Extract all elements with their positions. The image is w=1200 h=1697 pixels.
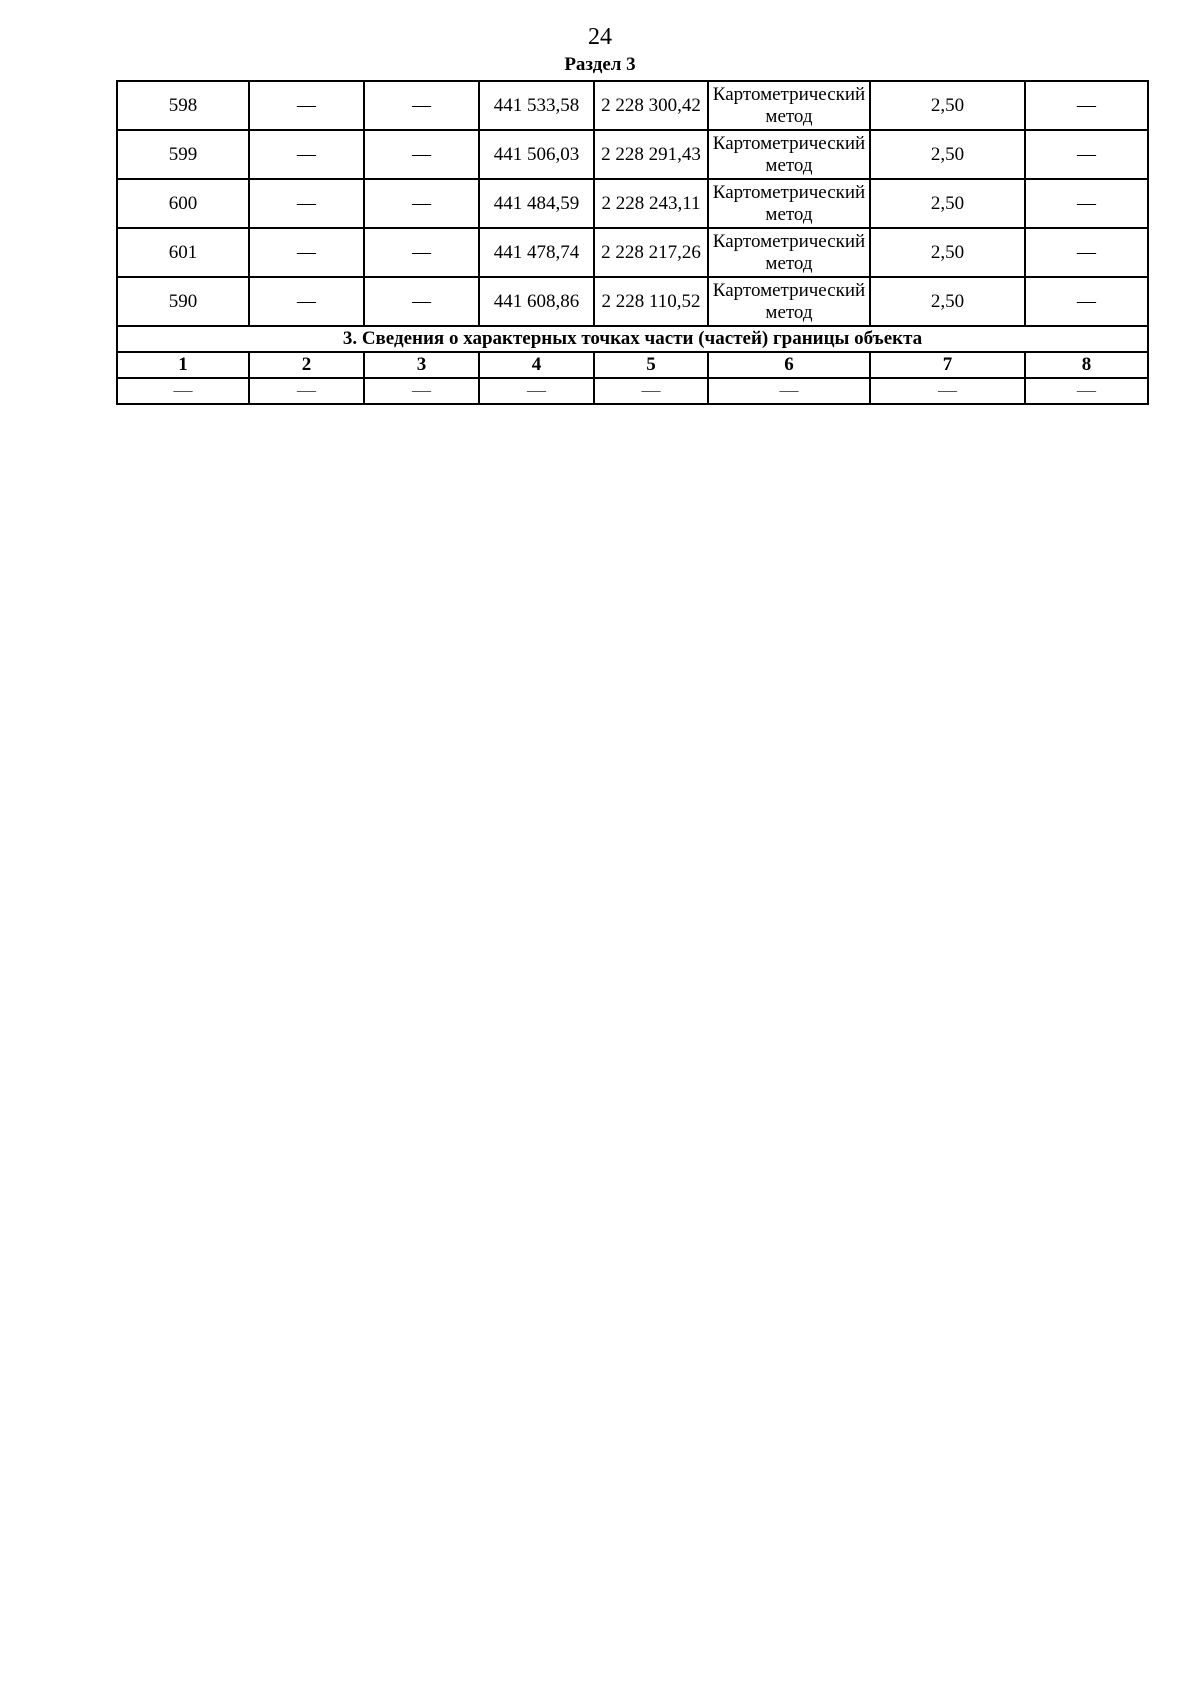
method-cell: Картометрический метод: [708, 130, 870, 179]
empty-cell: —: [249, 378, 364, 404]
subsection-heading: 3. Сведения о характерных точках части (частей) границы объекта: [117, 326, 1148, 352]
point-number-cell: 599: [117, 130, 249, 179]
old-x-cell: —: [249, 179, 364, 228]
point-number-cell: 598: [117, 81, 249, 130]
boundary-points-table: [116, 80, 1149, 405]
new-x-cell: 441 478,74: [479, 228, 594, 277]
page-number: 24: [588, 24, 612, 50]
old-y-cell: —: [364, 130, 479, 179]
point-number-cell: 601: [117, 228, 249, 277]
new-y-cell: 2 228 217,26: [594, 228, 708, 277]
description-cell: —: [1025, 277, 1148, 326]
old-y-cell: —: [364, 179, 479, 228]
column-number: 8: [1025, 352, 1148, 378]
new-x-cell: 441 484,59: [479, 179, 594, 228]
column-number: 7: [870, 352, 1025, 378]
empty-cell: —: [870, 378, 1025, 404]
table-row: [117, 81, 1148, 130]
description-cell: —: [1025, 228, 1148, 277]
table-row: [117, 179, 1148, 228]
accuracy-cell: 2,50: [870, 228, 1025, 277]
old-y-cell: —: [364, 228, 479, 277]
old-x-cell: —: [249, 228, 364, 277]
method-cell: Картометрический метод: [708, 81, 870, 130]
new-x-cell: 441 506,03: [479, 130, 594, 179]
old-x-cell: —: [249, 277, 364, 326]
new-y-cell: 2 228 243,11: [594, 179, 708, 228]
column-number: 4: [479, 352, 594, 378]
new-x-cell: 441 533,58: [479, 81, 594, 130]
new-y-cell: 2 228 291,43: [594, 130, 708, 179]
subsection-heading-row: [117, 326, 1148, 352]
description-cell: —: [1025, 179, 1148, 228]
accuracy-cell: 2,50: [870, 277, 1025, 326]
column-number: 3: [364, 352, 479, 378]
accuracy-cell: 2,50: [870, 130, 1025, 179]
point-number-cell: 590: [117, 277, 249, 326]
description-cell: —: [1025, 81, 1148, 130]
point-number-cell: 600: [117, 179, 249, 228]
description-cell: —: [1025, 130, 1148, 179]
empty-data-row: [117, 378, 1148, 404]
old-x-cell: —: [249, 81, 364, 130]
accuracy-cell: 2,50: [870, 81, 1025, 130]
column-number-row: [117, 352, 1148, 378]
column-number: 1: [117, 352, 249, 378]
section-title: Раздел 3: [564, 54, 636, 75]
empty-cell: —: [364, 378, 479, 404]
table-row: [117, 277, 1148, 326]
old-x-cell: —: [249, 130, 364, 179]
empty-cell: —: [479, 378, 594, 404]
column-number: 6: [708, 352, 870, 378]
empty-cell: —: [594, 378, 708, 404]
new-y-cell: 2 228 300,42: [594, 81, 708, 130]
old-y-cell: —: [364, 81, 479, 130]
empty-cell: —: [1025, 378, 1148, 404]
accuracy-cell: 2,50: [870, 179, 1025, 228]
method-cell: Картометрический метод: [708, 179, 870, 228]
method-cell: Картометрический метод: [708, 228, 870, 277]
old-y-cell: —: [364, 277, 479, 326]
column-number: 2: [249, 352, 364, 378]
new-y-cell: 2 228 110,52: [594, 277, 708, 326]
empty-cell: —: [117, 378, 249, 404]
table-row: [117, 130, 1148, 179]
table-row: [117, 228, 1148, 277]
empty-cell: —: [708, 378, 870, 404]
new-x-cell: 441 608,86: [479, 277, 594, 326]
column-number: 5: [594, 352, 708, 378]
method-cell: Картометрический метод: [708, 277, 870, 326]
